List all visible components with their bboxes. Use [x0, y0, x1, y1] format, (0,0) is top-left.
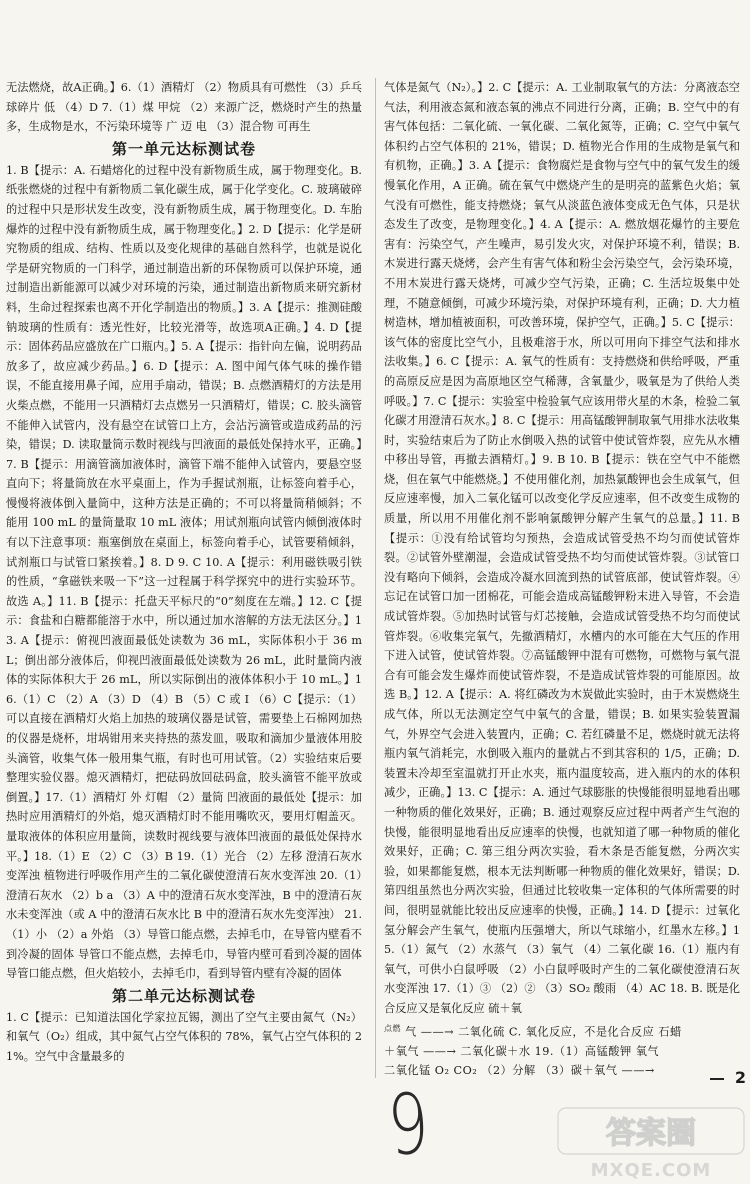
formula-line-1 — [384, 1019, 740, 1042]
formula-line-2: ＋氧气 ——→ 二氧化碳＋水 19.（1）高锰酸钾 氧气 — [384, 1044, 660, 1058]
section-2-title: 第二单元达标测试卷 — [111, 986, 256, 1005]
handwritten-mark: 9 — [384, 1076, 433, 1176]
formula-line-3: 二氧化锰 O₂ CO₂ （2）分解 （3）碳＋氧气 ——→ — [384, 1064, 655, 1078]
section-1-title: 第一单元达标测试卷 — [111, 139, 256, 158]
page-number-dash — [710, 1078, 724, 1080]
section-2-answers-continued: 气体是氮气（N₂）。】2. C【提示：A. 工业制取氧气的方法：分离液态空气法，利用液态氮和液态氧的沸点不同进行分离，正确；B. 空气中的有害气体包括：二氧化硫、一氧化碳、二氧化氮等，正确；C. 空气中氧气体积约占空气体积的 21%，错误；D. 植物光合作用的生成物是氧气和有机物，正确。】3. A【提示：食物腐烂是食物与空气中的氧气发生的缓慢氧化作用，A 正确。硫在氧气中燃烧产生的是明亮的蓝紫色火焰；氧气没有可燃性，能支持燃烧；氧气从淡蓝色液体变成无色气体，只是状态发生了改变，是物理变化。】4. A【提示：A. 燃放烟花爆竹的主要危害有：污染空气，产生噪声，易引发火灾，对保护环境不利，错误；B. 木炭进行露天烧烤，会产生有害气体和粉尘会污染空气，会污染环境，不用木炭进行露天烧烤，可减少空气污染，正确；C. 生活垃圾集中处理，不随意倾倒，可减少环境污染，对保护环境有利，正确；D. 大力植树造林，增加植被面积，可改善环境，保护空气，正确。】5. C【提示：该气体的密度比空气小，且极难溶于水，所以可用向下排空气法和排水法收集。】6. C【提示：A. 氧气的性质有：支持燃烧和供给呼吸，严重的高原反应是因为高原地区空气稀薄，含氧量少，吸氧是为了供给人类呼吸。】7. C【提示：实验室中检验氧气应该用带火星的木条，检验二氧化碳才用澄清石灰水。】8. C【提示：用高锰酸钾制取氧气用排水法收集时，实验结束后为了防止水倒吸入热的试管中使试管炸裂，应先从水槽中移出导管，再撤去酒精灯。】9. B 10. B【提示：铁在空气中不能燃烧，但在氧气中能燃烧。】不使用催化剂，加热氯酸钾也会生成氧气，但反应速率慢，加入二氧化锰可以改变化学反应速率，但不改变生成物的质量，所以用不用催化剂不影响氯酸钾分解产生氧气的总量。】11. B【提示：①没有给试管均匀预热，会造成试管受热不均匀而使试管炸裂。②试管外壁潮湿，会造成试管受热不均匀而使试管炸裂。③试管口没有略向下倾斜，会造成冷凝水回流到热的试管底部，使试管炸裂。④忘记在试管口加一团棉花，可能会造成高锰酸钾粉末进入导管，不会造成试管炸裂。⑤加热时试管与灯芯接触，会造成试管受热不均匀而使试管炸裂。⑥收集完氧气，先撤酒精灯，水槽内的水可能在大气压的作用下进入试管，使试管炸裂。⑦高锰酸钾中混有可燃物，可燃物与氧气混合有可能会发生爆炸而使试管炸裂，不是造成试管炸裂的可能原因。故选 B。】12. A【提示：A. 将红磷改为木炭做此实验时，由于木炭燃烧生成气体，所以无法测定空气中氧气的含量，错误；B. 如果实验装置漏气，外界空气会进入装置内，正确；C. 若红磷量不足，燃烧时就无法将瓶内氧气消耗完，水倒吸入瓶内的量就占不到其容积的 1/5，正确；D. 装置未冷却至室温就打开止水夹，瓶内温度较高，进入瓶内的水的体积减少，正确。】13. C【提示：A. 通过气球膨胀的快慢能很明显地看出哪一种物质的催化效果好，正确；B. 通过观察反应过程中两者产生气泡的快慢，能很明显地看出反应速率的快慢，也就知道了哪一种物质的催化效果好，正确；C. 第三组分两次实验，看木条是否能复燃，分两次实验，如果都能复燃，根本无法判断哪一种物质的催化效果好，错误；D. 第四组虽然也分两次实验，但通过比较收集一定体积的气体所需要的时间，很明显就能比较出反应速率的快慢，正确。】14. D【提示：过氧化氢分解会产生氧气，使瓶内压强增大，所以气球缩小，红墨水左移。】15.（1）氮气 （2）水蒸气 （3）氧气 （4）二氧化碳 16.（1）瓶内有氧气，可供小白鼠呼吸 （2）小白鼠呼吸时产生的二氧化碳使澄清石灰水变浑浊 17.（1）③ （2）② （3）SO₂ 酸雨 （4）AC 18. B. 既是化合反应又是氧化反应 硫＋氧 — [384, 81, 740, 1015]
watermark-logo — [556, 1106, 746, 1182]
section-2-answers-start: 1. C【提示：已知道法国化学家拉瓦锡，测出了空气主要由氮气（N₂）和氧气（O₂）组成，其中氮气占空气体积的 78%，氧气占空气体积的 21%。空气中含量最多的 — [6, 1010, 362, 1063]
watermark-sub-text: MXQE.COM — [590, 1160, 712, 1181]
intro-paragraph: 无法燃烧，故A正确。】6.（1）酒精灯 （2）物质具有可燃性 （3）乒乓球碎片 低 （4）D 7.（1）煤 甲烷 （2）来源广泛，燃烧时产生的热量多，生成物是水，不污染环境等 广 迈 电 （3）混合物 可再生 — [6, 81, 362, 134]
watermark-main-text: 答案圈 — [606, 1116, 696, 1151]
formula-text-1: 气 ——→ 二氧化硫 C. 氧化反应，不是化合反应 石蜡 — [405, 1025, 682, 1039]
reaction-condition: 点燃 — [384, 1023, 401, 1033]
left-column — [6, 78, 362, 1067]
page-number: 2 — [734, 1068, 746, 1087]
column-divider — [375, 78, 376, 1078]
section-1-answers: 1. B【提示：A. 石蜡熔化的过程中没有新物质生成，属于物理变化。B. 纸张燃烧的过程中有新物质二氧化碳生成，属于化学变化。C. 玻璃破碎的过程中只是形状发生改变，没有新物质生成，属于物理变化。D. 车胎爆炸的过程中没有新物质生成，属于物理变化。】2. D【提示：化学是研究物质的组成、结构、性质以及变化规律的基础自然科学，也就是说化学是研究物质的一门科学，通过制造出新的环保物质可以保护环境，通过制造出新能源可以减少对环境的污染，通过制造出新物质来研究新材料，生命过程探索也离不开化学制造出的物质。】3. A【提示：推测硅酸钠玻璃的性质有：透光性好，比较光滑等，故选项A正确。】4. D【提示：固体药品应盛放在广口瓶内。】5. A【提示：指针向左偏，说明药品放多了，故应减少药品。】6. D【提示：A. 图中闻气体气味的操作错误，不能直接用鼻子闻，应用手扇动，错误；B. 点燃酒精灯的方法是用火柴点燃，不能用一只酒精灯去点燃另一只酒精灯，错误；C. 胶头滴管不能伸入试管内，没有悬空在试管口上方，会沾污滴管或造成药品的污染，错误；D. 读取量筒示数时视线与凹液面的最低处保持水平，正确。】7. B【提示：用滴管滴加液体时，滴管下端不能伸入试管内，要悬空竖直向下；将量筒放在水平桌面上，作为手握试剂瓶，让标签向着手心，慢慢将液体倒入量筒中，这种方法是正确的；不可以将量筒稍倾斜；不能用 100 mL 的量筒量取 10 mL 液体；用试剂瓶向试管内倾倒液体时有以下注意事项：瓶塞倒放在桌面上，标签向着手心，试管要稍倾斜，试剂瓶口与试管口紧挨着。】8. D 9. C 10. A【提示：利用磁铁吸引铁的性质，“拿磁铁来吸一下”这一过程属于科学探究中的进行实验环节。故选 A。】11. B【提示：托盘天平标尺的“0”刻度在左端。】12. C【提示：食盐和白糖都能溶于水中，所以通过加水溶解的方法无法区分。】13. A【提示：俯视凹液面最低处读数为 36 mL，实际体积小于 36 mL；倒出部分液体后，仰视凹液面最低处读数为 26 mL，此时量筒内液体的实际体积大于 26 mL，所以实际倒出的液体体积小于 10 mL。】16.（1）C （2）A （3）D （4）B （5）C 或 I （6）C【提示：（1）可以直接在酒精灯火焰上加热的玻璃仪器是试管，需要垫上石棉网加热的仪器是烧杯，坩埚钳用来夹持热的蒸发皿，吸取和滴加少量液体用胶头滴管，收集气体一般用集气瓶，有时也可用试管。（2）实验结束后要整理实验仪器。熄灭酒精灯，把砝码放回砝码盒，胶头滴管不能平放或倒置。】17.（1）酒精灯 外 灯帽 （2）量筒 凹液面的最低处【提示：加热时应用酒精灯的外焰，熄灭酒精灯时不能用嘴吹灭，要用灯帽盖灭。量取液体的体积应用量筒，读数时视线要与液体凹液面的最低处保持水平。】18.（1）E （2）C （3）B 19.（1）光合 （2）左移 澄清石灰水变浑浊 植物进行呼吸作用产生的二氧化碳使澄清石灰水变浑浊 20.（1）澄清石灰水 （2）b a （3）A 中的澄清石灰水变浑浊，B 中的澄清石灰水未变浑浊（或 A 中的澄清石灰水比 B 中的澄清石灰水先变浑浊） 21.（1）小 （2）a 外焰 （3）导管口能点燃，去掉毛巾，在导管内壁看不到冷凝的固体 导管口不能点燃，去掉毛巾，导管内壁可看到冷凝的固体 导管口能点燃，但火焰较小，去掉毛巾，看到导管内壁有冷凝的固体 — [6, 163, 362, 981]
right-column — [384, 78, 740, 1081]
